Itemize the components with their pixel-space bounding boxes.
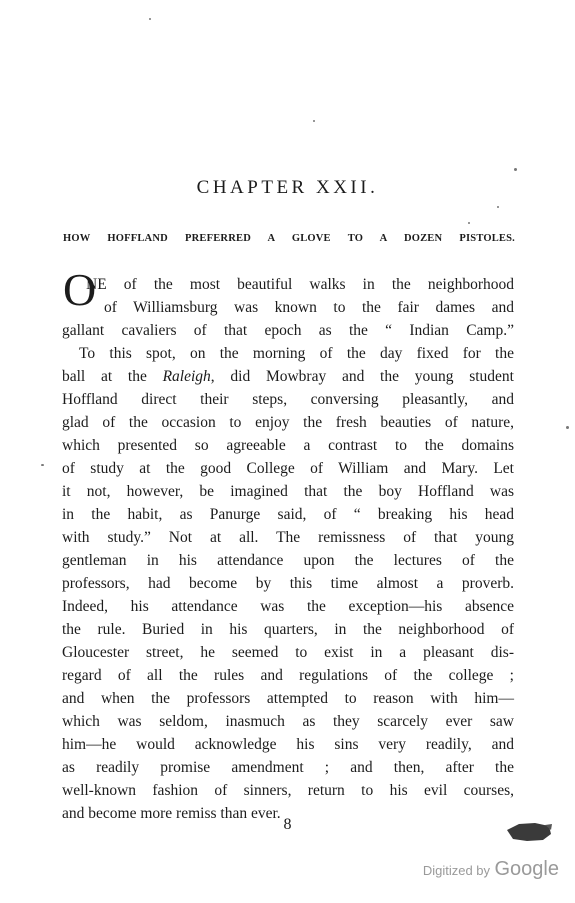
text-line: regard of all the rules and regulations of the college ;	[62, 667, 514, 684]
text-line: the rule. Buried in his quarters, in the neighborhood of	[62, 621, 514, 638]
speck-mark	[514, 168, 517, 171]
google-logo: Google	[494, 858, 559, 880]
ink-blot-icon	[505, 820, 553, 844]
text-line: Hoffland direct their steps, conversing pleasantly, and	[62, 391, 514, 408]
text-line: with study.” Not at all. The remissness of that young	[62, 529, 514, 546]
text-line: and become more remiss than ever.	[62, 805, 281, 822]
text-fragment: ball at the	[62, 368, 163, 385]
text-line: glad of the occasion to enjoy the fresh beauties of nature,	[62, 414, 514, 431]
speck-mark	[149, 18, 151, 20]
speck-mark	[41, 464, 44, 466]
text-line: which presented so agreeable a contrast to the domains	[62, 437, 514, 454]
text-line: NE of the most beautiful walks in the neighborhood	[86, 276, 514, 293]
text-line: professors, had become by this time almost a proverb.	[62, 575, 514, 592]
drop-cap: O	[63, 264, 97, 315]
speck-mark	[566, 426, 569, 429]
text-line: which was seldom, inasmuch as they scarcely ever saw	[62, 713, 514, 730]
text-line: and when the professors attempted to reason with him—	[62, 690, 514, 707]
text-line: of Williamsburg was known to the fair dames and	[104, 299, 514, 316]
text-line: well-known fashion of sinners, return to his evil courses,	[62, 782, 514, 799]
text-line: Gloucester street, he seemed to exist in a pleasant dis-	[62, 644, 514, 661]
text-line: it not, however, be imagined that the boy Hoffland was	[62, 483, 514, 500]
text-line: Indeed, his attendance was the exception—his absence	[62, 598, 514, 615]
text-line: To this spot, on the morning of the day fixed for the	[79, 345, 514, 362]
speck-mark	[468, 222, 470, 224]
speck-mark	[313, 120, 315, 122]
ship-name: Raleigh	[162, 368, 211, 385]
text-line: as readily promise amendment ; and then, after the	[62, 759, 514, 776]
digitized-watermark	[423, 858, 559, 881]
text-line: gentleman in his attendance upon the lectures of the	[62, 552, 514, 569]
text-line: in the habit, as Panurge said, of “ breaking his head	[62, 506, 514, 523]
text-line: gallant cavaliers of that epoch as the “ Indian Camp.”	[62, 322, 514, 339]
text-line	[62, 366, 514, 388]
speck-mark	[497, 206, 499, 208]
text-line: him—he would acknowledge his sins very readily, and	[62, 736, 514, 753]
chapter-subtitle: HOW HOFFLAND PREFERRED A GLOVE TO A DOZEN PISTOLES.	[63, 233, 515, 244]
text-fragment: , did Mowbray and the young student	[210, 368, 514, 385]
page-number: 8	[283, 816, 292, 833]
watermark-prefix: Digitized by	[422, 863, 491, 878]
chapter-title: CHAPTER XXII.	[196, 177, 379, 198]
text-line: of study at the good College of William and Mary. Let	[62, 460, 514, 477]
